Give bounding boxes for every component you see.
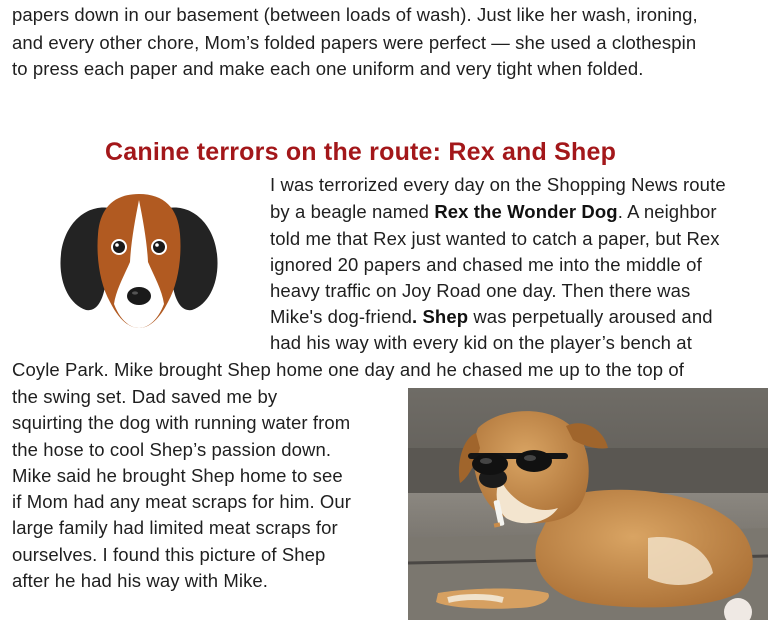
left-line-4: Mike said he brought Shep home to see — [12, 465, 343, 486]
right-line-7: had his way with every kid on the player’s bench at — [270, 332, 692, 353]
right-line-3: told me that Rex just wanted to catch a paper, but Rex — [270, 228, 720, 249]
full-line-1: Coyle Park. Mike brought Shep home one day and he chased me up to the top of — [12, 359, 684, 380]
rex-name: Rex the Wonder Dog — [434, 201, 618, 222]
intro-line-2: and every other chore, Mom’s folded papers were perfect — she used a clothespin — [12, 32, 697, 53]
left-line-3: the hose to cool Shep’s passion down. — [12, 439, 332, 460]
left-line-5: if Mom had any meat scraps for him. Our — [12, 491, 352, 512]
right-line-2 — [270, 201, 717, 223]
mike-dog-friend: Mike's dog-friend — [270, 306, 412, 327]
left-line-2: squirting the dog with running water from — [12, 412, 351, 433]
beagle-face-icon — [58, 192, 220, 334]
shep-after: was perpetually aroused and — [468, 306, 713, 327]
left-line-6: large family had limited meat scraps for — [12, 517, 338, 538]
dog-sunglasses-photo — [408, 388, 768, 620]
right-line-4: ignored 20 papers and chased me into the middle of — [270, 254, 702, 275]
right-line-2-text: by a beagle named — [270, 201, 435, 222]
left-line-8: after he had his way with Mike. — [12, 570, 269, 591]
left-line-7: ourselves. I found this picture of Shep — [12, 544, 326, 565]
right-line-2-tail: . A neighbor — [617, 201, 717, 222]
section-heading: Canine terrors on the route: Rex and Shep — [105, 138, 617, 166]
shep-name: . Shep — [412, 306, 469, 327]
left-line-1: the swing set. Dad saved me by — [12, 386, 278, 407]
right-line-5: heavy traffic on Joy Road one day. Then there was — [270, 280, 691, 301]
right-line-1: I was terrorized every day on the Shopping News route — [270, 174, 726, 195]
right-line-6 — [270, 306, 713, 328]
intro-line-3: to press each paper and make each one uniform and very tight when folded. — [12, 58, 644, 79]
intro-line-1: papers down in our basement (between loads of wash). Just like her wash, ironing, — [12, 4, 698, 25]
